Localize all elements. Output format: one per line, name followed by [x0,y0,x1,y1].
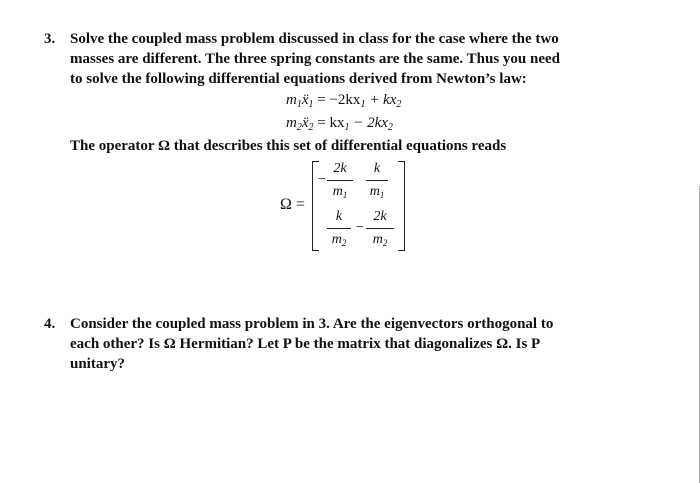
matrix-entry-a22: 2k $m_2$ [366,209,394,251]
question-3-line-3: to solve the following differential equations derived from Newton’s law: [70,71,527,87]
equation-1: $m_1ẍ_1 = -2kx_1 + kx_2$ [286,92,402,110]
question-3-number: 3. [44,31,56,47]
matrix-entry-a11: 2k $m_1$ [327,161,353,203]
operator-description: The operator Ω that describes this set of differential equations reads [70,138,507,154]
a11-sign: − [318,172,326,187]
question-4-line-2: each other? Is Ω Hermitian? Let P be the matrix that diagonalizes Ω. Is P [70,336,541,352]
omega-label: Ω = [280,196,305,213]
matrix-entry-a12: k $m_1$ [366,161,388,203]
question-3-line-1: Solve the coupled mass problem discussed in class for the case where the two [70,31,559,47]
a22-sign: − [356,220,364,235]
matrix-right-bracket [398,161,405,251]
question-4-line-1: Consider the coupled mass problem in 3. Are the eigenvectors orthogonal to [70,316,554,332]
question-4-number: 4. [44,316,56,332]
question-4-line-3: unitary? [70,356,126,372]
question-3-line-2: masses are different. The three spring constants are the same. Thus you need [70,51,561,67]
equation-2: $m_2ẍ_2 = kx_1 - 2kx_2$ [286,115,393,133]
matrix-entry-a21: k $m_2$ [327,209,351,251]
